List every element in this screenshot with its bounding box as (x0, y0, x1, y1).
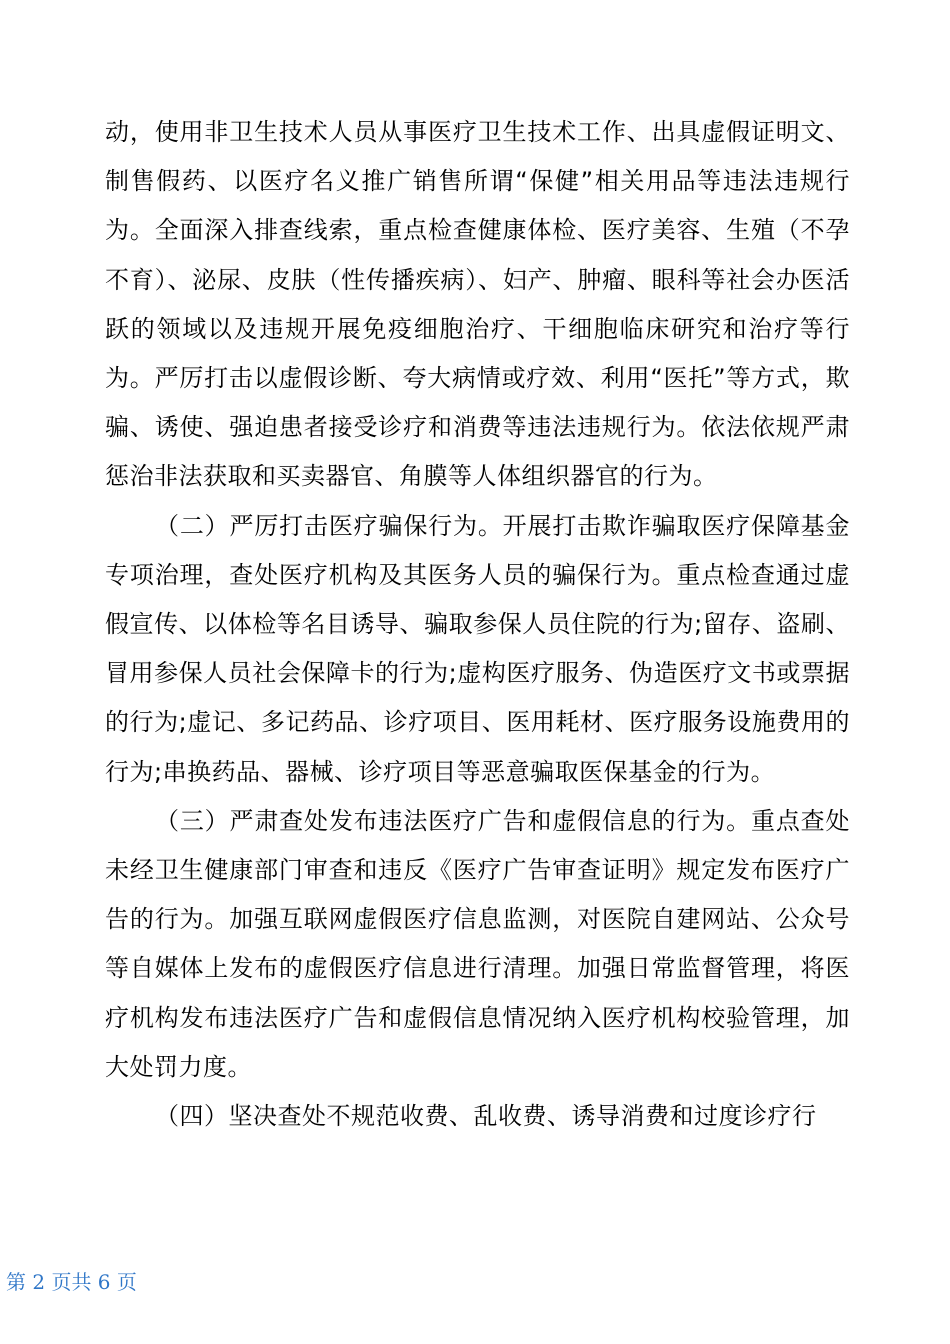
page-number-footer: 第 2 页共 6 页 (6, 1270, 137, 1294)
document-body (105, 108, 850, 1141)
paragraph-section-4: （四）坚决查处不规范收费、乱收费、诱导消费和过度诊疗行 (155, 1102, 817, 1131)
paragraph-section-2: （二）严厉打击医疗骗保行为。开展打击欺诈骗取医疗保障基金专项治理，查处医疗机构及其医务人员的骗保行为。重点检查通过虚假宣传、以体检等名目诱导、骗取参保人员住院的行为;留存、盗刷、冒用参保人员社会保障卡的行为;虚构医疗服务、伪造医疗文书或票据的行为;虚记、多记药品、诊疗项目、医用耗材、医疗服务设施费用的行为;串换药品、器械、诊疗项目等恶意骗取医保基金的行为。 (105, 511, 850, 786)
paragraph-continued: 动，使用非卫生技术人员从事医疗卫生技术工作、出具虚假证明文、制售假药、以医疗名义推广销售所谓“保健”相关用品等违法违规行为。全面深入排查线索，重点检查健康体检、医疗美容、生殖（不孕不育）、泌尿、皮肤（性传播疾病）、妇产、肿瘤、眼科等社会办医活跃的领域以及违规开展免疫细胞治疗、干细胞临床研究和治疗等行为。严厉打击以虚假诊断、夸大病情或疗效、利用“医托”等方式，欺骗、诱使、强迫患者接受诊疗和消费等违法违规行为。依法依规严肃惩治非法获取和买卖器官、角膜等人体组织器官的行为。 (105, 118, 850, 491)
paragraph-section-3: （三）严肃查处发布违法医疗广告和虚假信息的行为。重点查处未经卫生健康部门审查和违反《医疗广告审查证明》规定发布医疗广告的行为。加强互联网虚假医疗信息监测，对医院自建网站、公众号等自媒体上发布的虚假医疗信息进行清理。加强日常监督管理，将医疗机构发布违法医疗广告和虚假信息情况纳入医疗机构校验管理，加大处罚力度。 (105, 806, 850, 1081)
